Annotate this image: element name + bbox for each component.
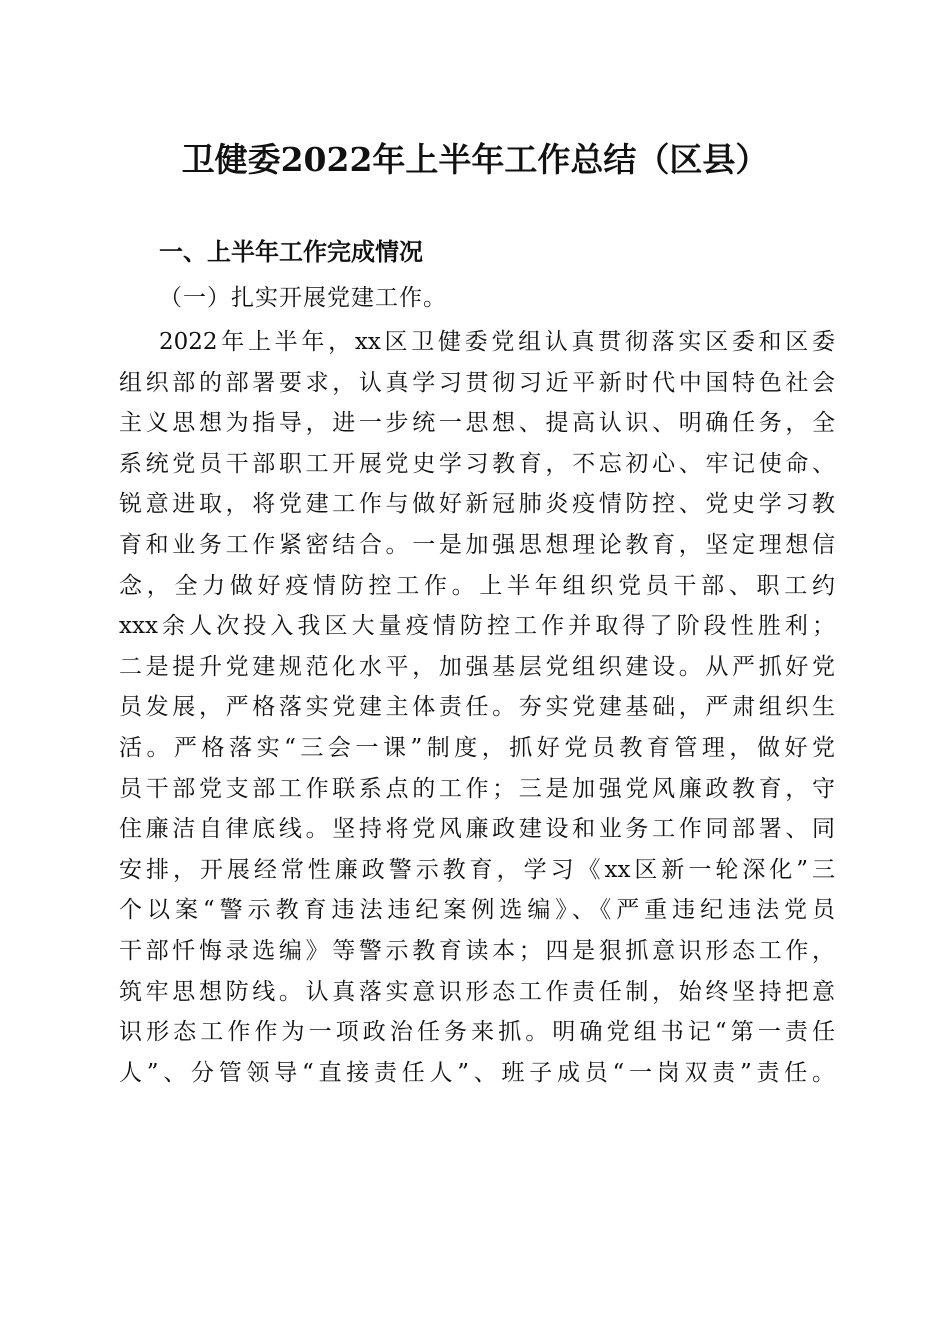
document-title: 卫健委2022年上半年工作总结（区县） [181, 140, 769, 179]
paragraph-line: 员干部党支部工作联系点的工作；三是加强党风廉政教育，守 [119, 775, 835, 802]
paragraph-line: 念，全力做好疫情防控工作。上半年组织党员干部、职工约 [119, 572, 835, 599]
paragraph-line: 系统党员干部职工开展党史学习教育，不忘初心、牢记使命、 [119, 450, 835, 477]
paragraph-line: 组织部的部署要求，认真学习贯彻习近平新时代中国特色社会 [119, 369, 835, 396]
paragraph-line: 2022年上半年，xx区卫健委党组认真贯彻落实区委和区委 [159, 329, 835, 355]
paragraph-line: 锐意进取，将党建工作与做好新冠肺炎疫情防控、党史学习教 [119, 491, 835, 518]
paragraph-line: 员发展，严格落实党建主体责任。夯实党建基础，严肃组织生 [119, 694, 835, 721]
paragraph-line: 育和业务工作紧密结合。一是加强思想理论教育，坚定理想信 [119, 531, 835, 558]
paragraph-line: 个以案“警示教育违法违纪案例选编》、《严重违纪违法党员 [119, 897, 835, 924]
paragraph-line: 安排，开展经常性廉政警示教育，学习《xx区新一轮深化”三 [119, 856, 835, 883]
paragraph-line: 干部忏悔录选编》等警示教育读本；四是狠抓意识形态工作， [119, 937, 835, 964]
section-heading: 一、上半年工作完成情况 [159, 238, 423, 266]
paragraph-line: 识形态工作作为一项政治任务来抓。明确党组书记“第一责任 [119, 1019, 835, 1046]
paragraph-line: 人”、分管领导“直接责任人”、班子成员“一岗双责”责任。 [119, 1059, 835, 1086]
paragraph-line: 主义思想为指导，进一步统一思想、提高认识、明确任务，全 [119, 410, 835, 437]
paragraph-line: 活。严格落实“三会一课”制度，抓好党员教育管理，做好党 [119, 734, 835, 761]
subsection-heading: （一）扎实开展党建工作。 [159, 285, 447, 311]
paragraph-line: 二是提升党建规范化水平，加强基层党组织建设。从严抓好党 [119, 653, 835, 680]
paragraph-line: 住廉洁自律底线。坚持将党风廉政建设和业务工作同部署、同 [119, 816, 835, 843]
paragraph-line: xxx余人次投入我区大量疫情防控工作并取得了阶段性胜利； [119, 613, 835, 640]
body-paragraph [119, 322, 835, 1093]
paragraph-line: 筑牢思想防线。认真落实意识形态工作责任制，始终坚持把意 [119, 978, 835, 1005]
